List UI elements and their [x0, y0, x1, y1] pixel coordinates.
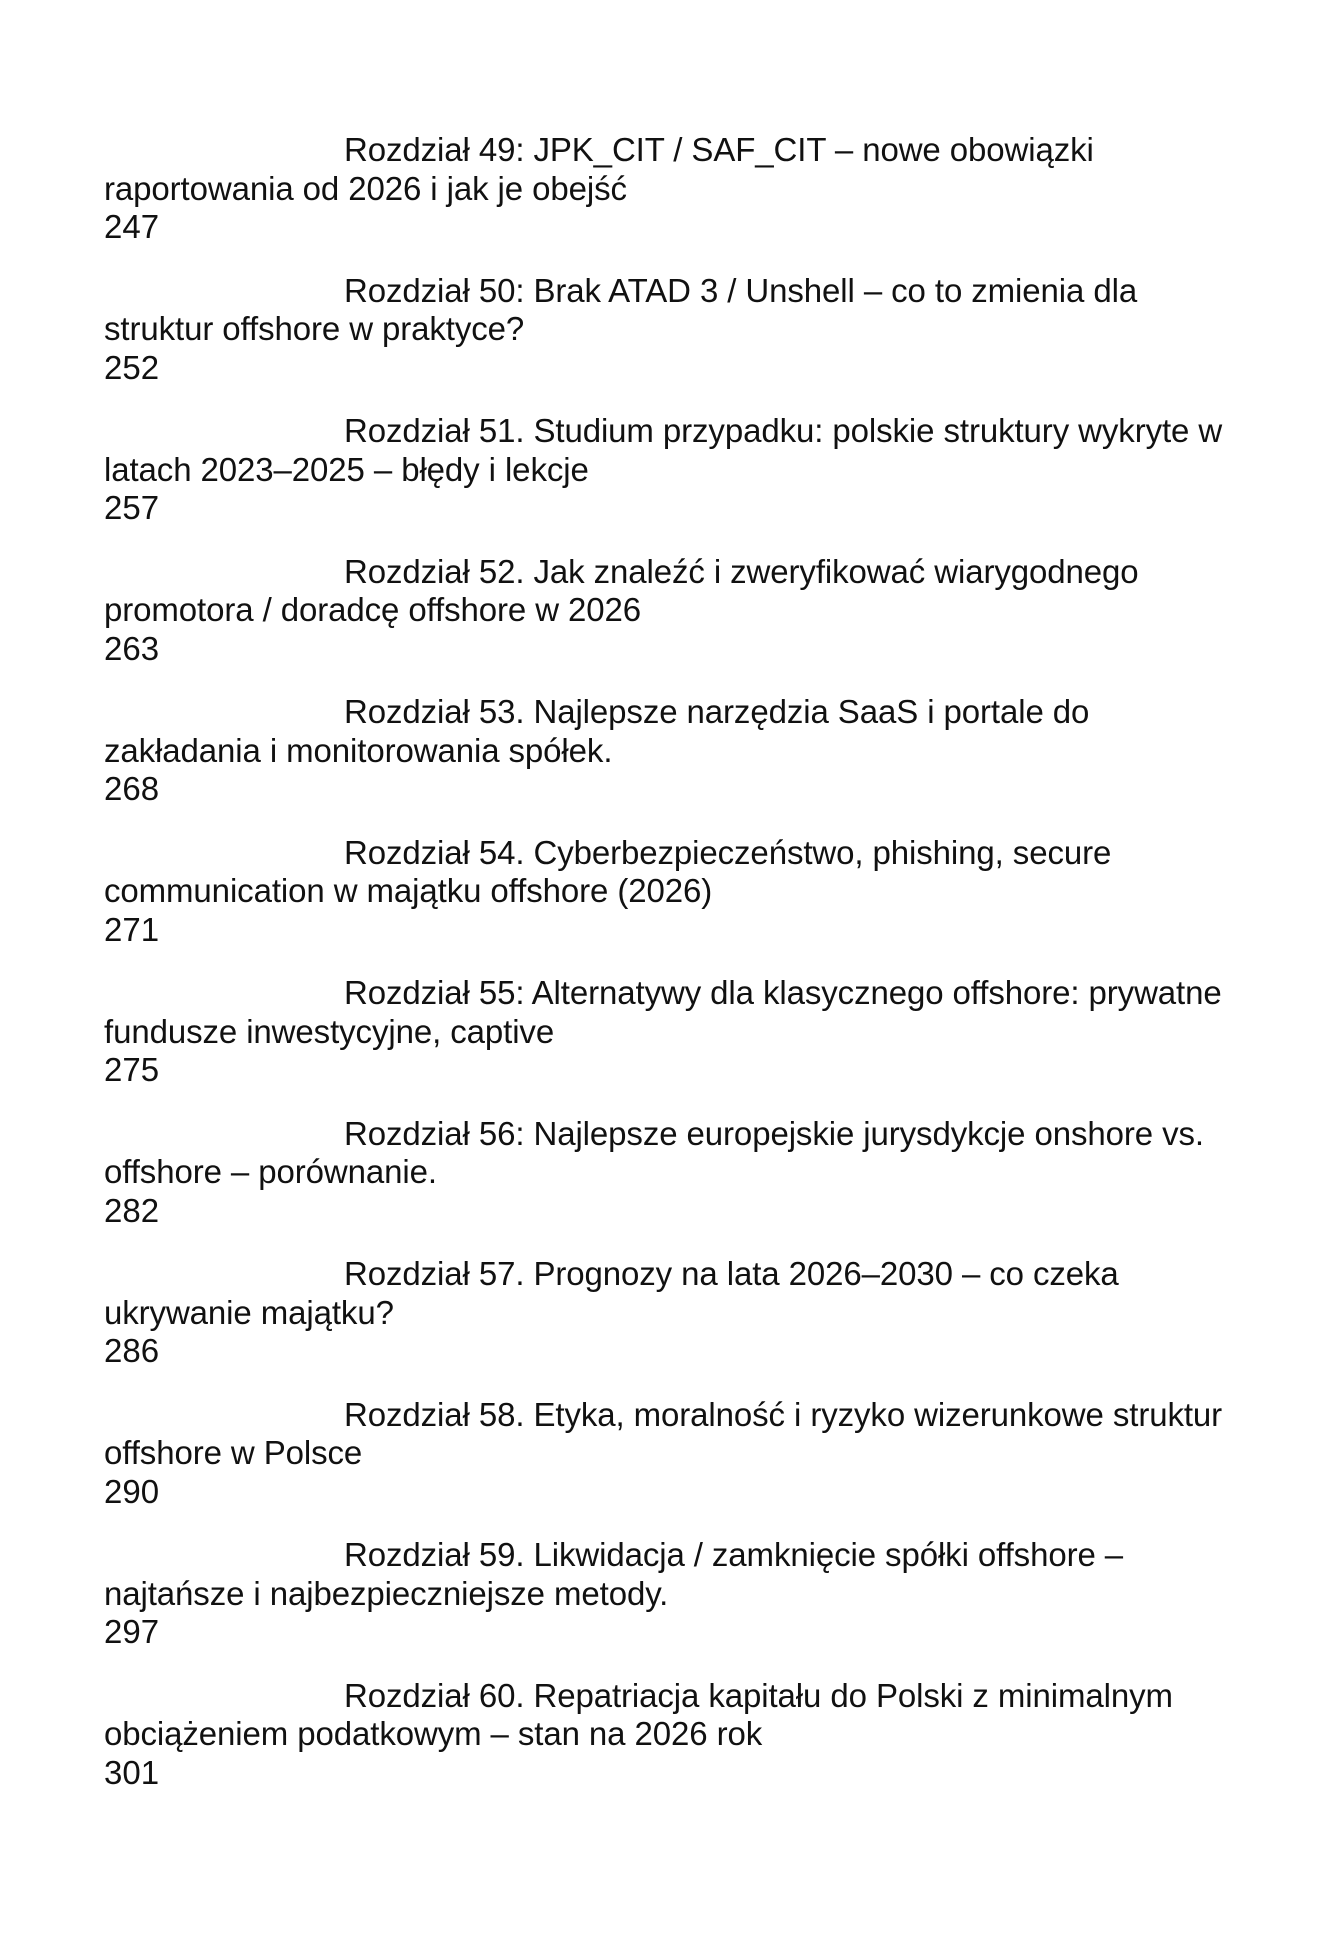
toc-entry-page-number: 257 — [104, 489, 160, 526]
toc-entry-title: Rozdział 50: Brak ATAD 3 / Unshell – co to zmienia dla struktur offshore w praktyce? — [104, 271, 1138, 347]
toc-entry — [104, 272, 1254, 388]
toc-entry-title: Rozdział 49: JPK_CIT / SAF_CIT – nowe obowiązki raportowania od 2026 i jak je obejść — [104, 131, 1094, 207]
toc-entry — [104, 974, 1254, 1090]
toc-entry — [104, 1255, 1254, 1371]
toc-entry-page-number: 301 — [104, 1753, 160, 1791]
toc-entry-title: Rozdział 57. Prognozy na lata 2026–2030 – co czeka ukrywanie majątku? — [104, 1255, 1119, 1331]
toc-entry — [104, 1115, 1254, 1231]
toc-entry-page-number: 275 — [104, 1051, 160, 1088]
toc-entry-page-number: 286 — [104, 1332, 160, 1369]
toc-entry-title: Rozdział 56: Najlepsze europejskie jurysdykcje onshore vs. offshore – porównanie. — [104, 1114, 1204, 1190]
toc-entry — [104, 1396, 1254, 1512]
toc-entry — [104, 1677, 1254, 1793]
toc-entry-title: Rozdział 58. Etyka, moralność i ryzyko wizerunkowe struktur offshore w Polsce — [104, 1395, 1223, 1471]
toc-entry — [104, 131, 1254, 247]
table-of-contents — [104, 131, 1254, 1817]
toc-entry — [104, 834, 1254, 950]
toc-entry-page-number: 297 — [104, 1613, 160, 1650]
toc-entry-title: Rozdział 51. Studium przypadku: polskie struktury wykryte w latach 2023–2025 – błędy i lekcje — [104, 412, 1223, 488]
toc-entry-title: Rozdział 55: Alternatywy dla klasycznego offshore: prywatne fundusze inwestycyjne, captive — [104, 974, 1222, 1050]
toc-entry-page-number: 263 — [104, 629, 160, 667]
toc-entry-page-number: 282 — [104, 1191, 160, 1229]
toc-entry — [104, 693, 1254, 809]
toc-entry — [104, 412, 1254, 528]
toc-entry-title: Rozdział 54. Cyberbezpieczeństwo, phishing, secure communication w majątku offshore (2026) — [104, 833, 1112, 909]
toc-entry-title: Rozdział 60. Repatriacja kapitału do Polski z minimalnym obciążeniem podatkowym – stan na 2026 rok — [104, 1676, 1173, 1752]
toc-entry-page-number: 247 — [104, 208, 160, 245]
toc-entry-title: Rozdział 53. Najlepsze narzędzia SaaS i portale do zakładania i monitorowania spółek. — [104, 693, 1090, 769]
toc-entry-page-number: 271 — [104, 910, 160, 948]
toc-entry-page-number: 252 — [104, 348, 160, 386]
toc-entry-page-number: 268 — [104, 770, 160, 807]
toc-entry — [104, 553, 1254, 669]
toc-entry-page-number: 290 — [104, 1472, 160, 1510]
toc-entry — [104, 1536, 1254, 1652]
toc-entry-title: Rozdział 59. Likwidacja / zamknięcie spółki offshore – najtańsze i najbezpieczniejsze metody. — [104, 1536, 1124, 1612]
toc-entry-title: Rozdział 52. Jak znaleźć i zweryfikować wiarygodnego promotora / doradcę offshore w 2026 — [104, 552, 1139, 628]
